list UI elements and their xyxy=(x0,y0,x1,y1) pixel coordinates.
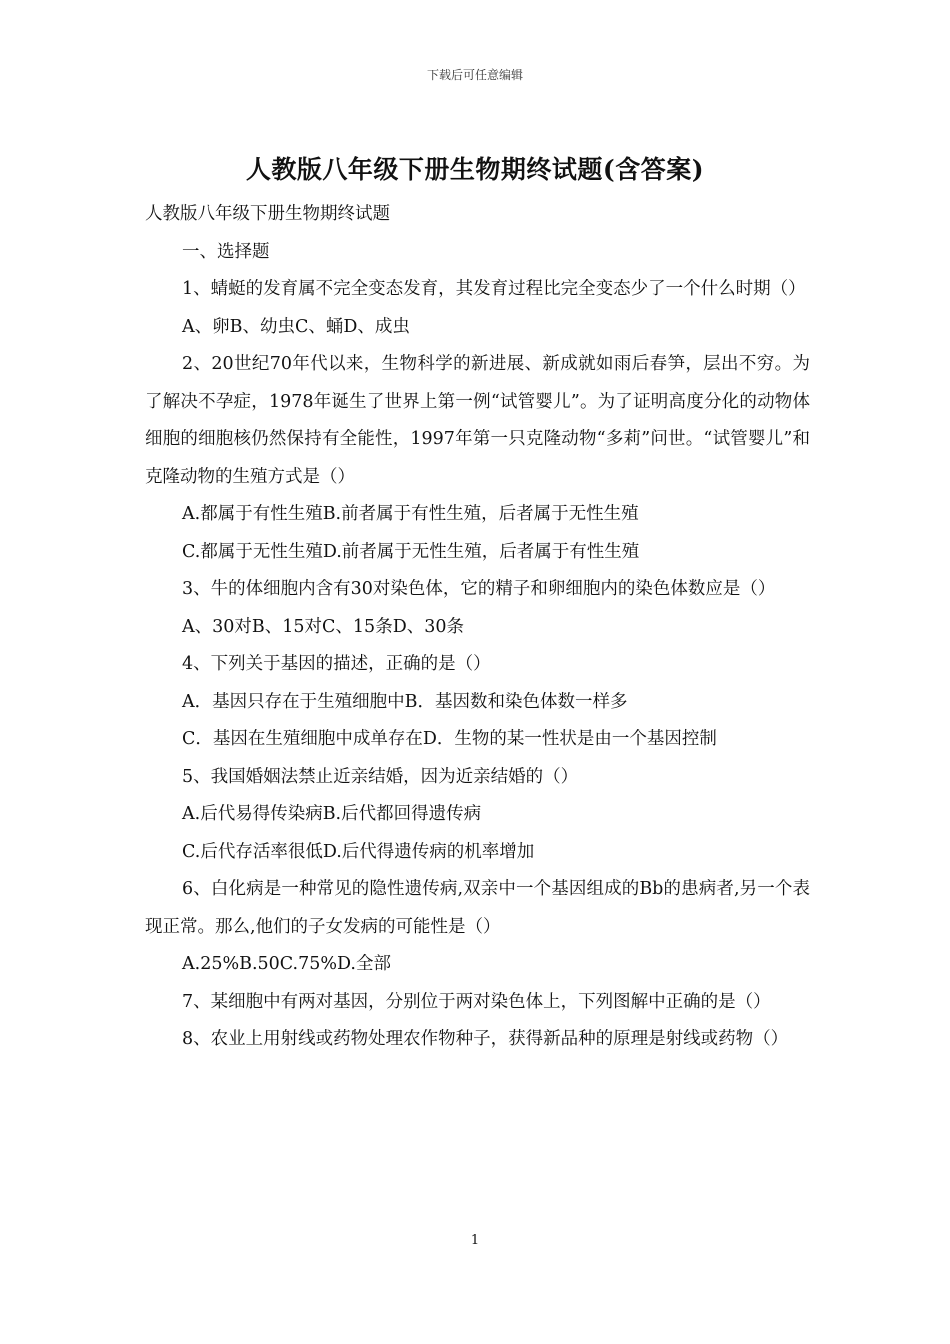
question-stem: 2、20世纪70年代以来，生物科学的新进展、新成就如雨后春笋，层出不穷。为了解决不孕症，1978年诞生了世界上第一例“试管婴儿”。为了证明高度分化的动物体细胞的细胞核仍然保持有全能性，1997年第一只克隆动物“多莉”问世。“试管婴儿”和克隆动物的生殖方式是（） xyxy=(145,354,810,487)
question-4 xyxy=(145,646,810,759)
header-note: 下载后可任意编辑 xyxy=(426,68,523,82)
question-stem: 5、我国婚姻法禁止近亲结婚，因为近亲结婚的（） xyxy=(182,766,579,787)
question-stem: 6、白化病是一种常见的隐性遗传病,双亲中一个基因组成的Bb的患病者,另一个表现正常。那么,他们的子女发病的可能性是（） xyxy=(145,879,810,937)
question-option: A.后代易得传染病B.后代都回得遗传病 xyxy=(182,804,482,824)
question-3 xyxy=(145,571,810,646)
document-body xyxy=(145,196,810,1059)
question-7 xyxy=(145,984,810,1022)
page-number: 1 xyxy=(470,1233,480,1248)
question-stem: 1、蜻蜓的发育属不完全变态发育，其发育过程比完全变态少了一个什么时期（） xyxy=(182,279,806,299)
question-stem: 8、农业上用射线或药物处理农作物种子，获得新品种的原理是射线或药物（） xyxy=(182,1029,789,1049)
question-stem: 4、下列关于基因的描述，正确的是（） xyxy=(182,654,491,674)
question-option: A、30对B、15对C、15条D、30条 xyxy=(182,616,464,637)
question-option: C．基因在生殖细胞中成单存在D．生物的某一性状是由一个基因控制 xyxy=(182,729,717,749)
question-1 xyxy=(145,271,810,346)
question-6 xyxy=(145,871,810,984)
question-8 xyxy=(145,1021,810,1059)
question-stem: 3、牛的体细胞内含有30对染色体，它的精子和卵细胞内的染色体数应是（） xyxy=(182,579,776,599)
question-option: A.25%B.50C.75%D.全部 xyxy=(182,954,391,974)
document-title: 人教版八年级下册生物期终试题(含答案) xyxy=(245,155,705,184)
question-option: A．基因只存在于生殖细胞中B．基因数和染色体数一样多 xyxy=(182,691,628,712)
document-subtitle: 人教版八年级下册生物期终试题 xyxy=(145,204,390,224)
question-5 xyxy=(145,759,810,872)
question-2 xyxy=(145,346,810,571)
question-option: C.都属于无性生殖D.前者属于无性生殖，后者属于有性生殖 xyxy=(182,541,640,562)
question-option: C.后代存活率很低D.后代得遗传病的机率增加 xyxy=(182,841,535,862)
question-option: A、卵B、幼虫C、蛹D、成虫 xyxy=(182,316,410,337)
question-stem: 7、某细胞中有两对基因，分别位于两对染色体上，下列图解中正确的是（） xyxy=(182,991,771,1012)
question-option: A.都属于有性生殖B.前者属于有性生殖，后者属于无性生殖 xyxy=(182,504,639,524)
section-heading: 一、选择题 xyxy=(182,241,270,262)
